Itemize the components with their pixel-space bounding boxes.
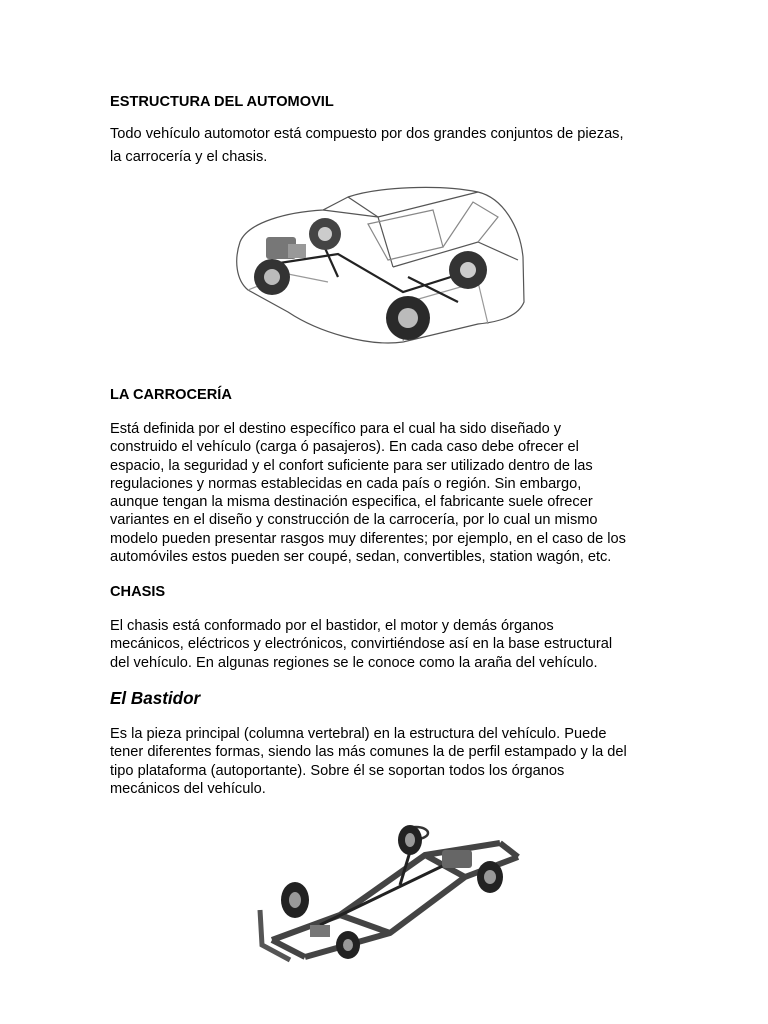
carroceria-paragraph [110, 420, 670, 566]
carroceria-line: construido el vehículo (carga ó pasajeros). En cada caso debe ofrecer el [110, 439, 579, 456]
bastidor-line: Es la pieza principal (columna vertebral) en la estructura del vehículo. Puede [110, 726, 607, 742]
carroceria-line: aunque tengan la misma destinación especifica, el fabricante suele ofrecer [110, 494, 593, 511]
chasis-line: del vehículo. En algunas regiones se le conoce como la araña del vehículo. [110, 654, 598, 671]
bastidor-paragraph [110, 725, 670, 798]
car-cutaway-illustration [228, 182, 530, 354]
intro-line: la carrocería y el chasis. [110, 149, 268, 165]
carroceria-line: Está definida por el destino específico para el cual ha sido diseñado y [110, 421, 562, 437]
carroceria-line: regulaciones y normas establecidas en cada país o región. Sin embargo, [110, 475, 582, 492]
intro-paragraph [110, 123, 670, 169]
bastidor-line: tener diferentes formas, siendo las más comunes la de perfil estampado y la del [110, 744, 627, 761]
intro-line: Todo vehículo automotor está compuesto por dos grandes conjuntos de piezas, [110, 126, 624, 142]
chassis-frame-illustration [250, 815, 525, 963]
carroceria-line: variantes en el diseño y construcción de la carrocería, por lo cual un mismo [110, 512, 598, 529]
wheel-icon [254, 218, 487, 340]
carroceria-line: modelo pueden presentar rasgos muy diferentes; por ejemplo, en el caso de los [110, 530, 626, 547]
bastidor-heading: El Bastidor [110, 689, 201, 708]
chasis-paragraph [110, 617, 670, 672]
carroceria-line: espacio, la seguridad y el confort suficiente para ser utilizado dentro de las [110, 457, 593, 474]
page-title: ESTRUCTURA DEL AUTOMOVIL [110, 94, 334, 110]
carroceria-heading: LA CARROCERÍA [110, 387, 232, 403]
chasis-heading: CHASIS [110, 584, 166, 600]
bastidor-line: tipo plataforma (autoportante). Sobre él se soportan todos los órganos [110, 762, 565, 779]
chasis-line: mecánicos, eléctricos y electrónicos, convirtiéndose así en la base estructural [110, 636, 613, 653]
bastidor-line: mecánicos del vehículo. [110, 780, 266, 797]
carroceria-line: automóviles estos pueden ser coupé, sedan, convertibles, station wagón, etc. [110, 549, 612, 566]
chasis-line: El chasis está conformado por el bastidor, el motor y demás órganos [110, 618, 554, 634]
